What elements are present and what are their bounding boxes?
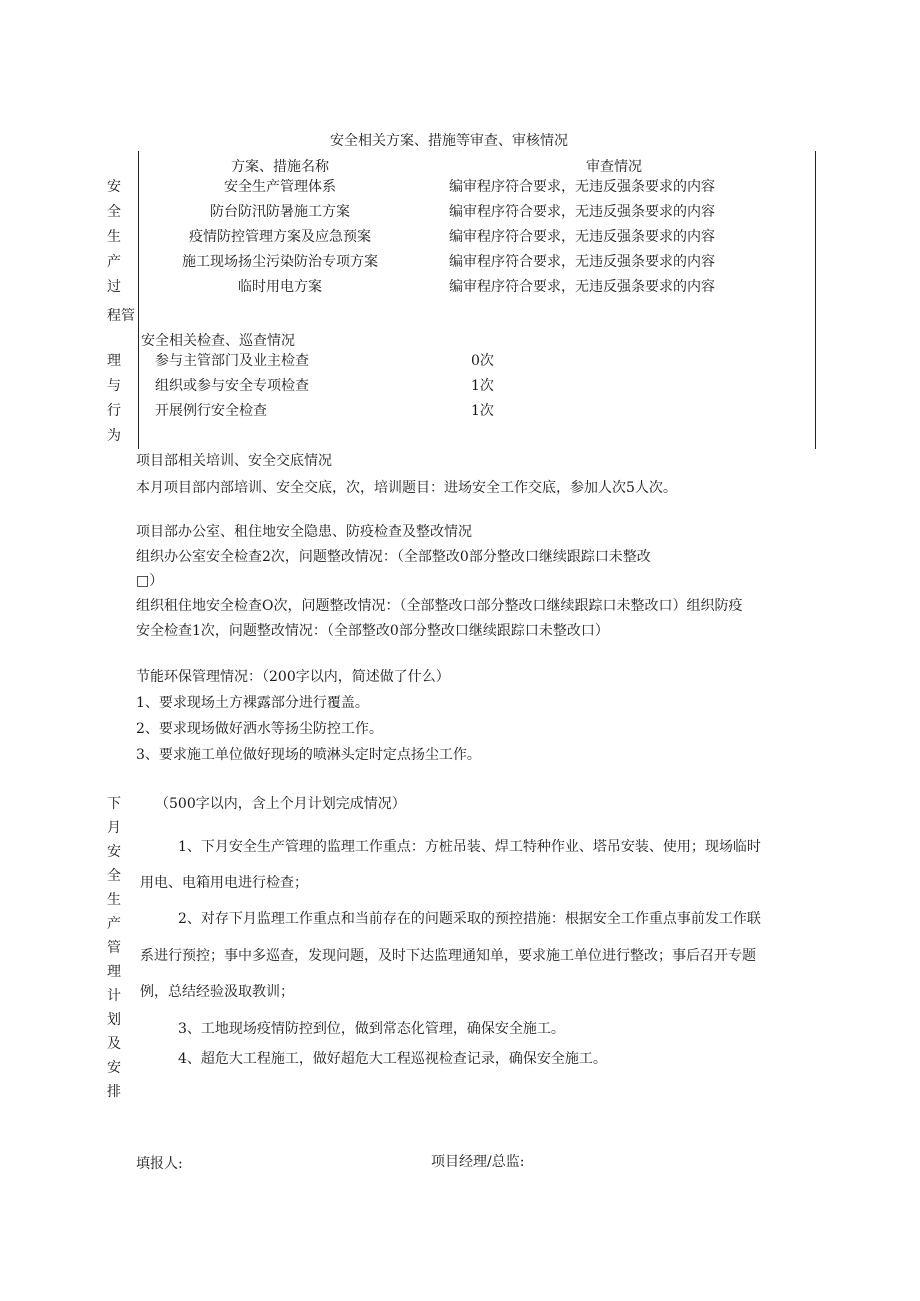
side-label-char: 划 xyxy=(107,1012,121,1028)
review-row-name: 临时用电方案 xyxy=(238,279,322,295)
filler-label: 填报人: xyxy=(136,1156,183,1172)
side-label-char: 安 xyxy=(107,844,121,860)
plan-line: 系进行预控；事中多巡查，发现问题，及时下达监理通知单，要求施工单位进行整改；事后召开专题 xyxy=(140,948,756,964)
plan-line: 1、下月安全生产管理的监理工作重点：方桩吊装、焊工特种作业、塔吊安装、使用；现场临时 xyxy=(178,839,761,855)
plan-line: 2、对存下月监理工作重点和当前存在的问题采取的预控措施：根据安全工作重点事前发工作联 xyxy=(178,911,761,927)
side-label-char: 排 xyxy=(107,1084,121,1100)
side-label-char: 管 xyxy=(107,940,121,956)
table-right-border xyxy=(815,151,816,449)
plan-line: 用电、电箱用电进行检查； xyxy=(140,875,308,891)
review-row-status: 编审程序符合要求，无违反强条要求的内容 xyxy=(449,279,715,295)
review-row-name: 疫情防控管理方案及应急预案 xyxy=(189,229,371,245)
side-label-char: 全 xyxy=(107,204,121,220)
plan-line: 例，总结经验汲取教训； xyxy=(140,984,294,1000)
manager-label: 项目经理/总监: xyxy=(431,1154,525,1170)
side-label-char: 计 xyxy=(107,988,121,1004)
review-col-status: 审查情况 xyxy=(586,159,642,175)
side-label-char: 月 xyxy=(107,820,121,836)
review-row-status: 编审程序符合要求，无违反强条要求的内容 xyxy=(449,179,715,195)
plan-line: 3、工地现场疫情防控到位，做到常态化管理，确保安全施工。 xyxy=(178,1021,565,1037)
inspection-row-label: 组织或参与安全专项检查 xyxy=(155,378,309,394)
review-row-name: 安全生产管理体系 xyxy=(224,179,336,195)
review-row-status: 编审程序符合要求，无违反强条要求的内容 xyxy=(449,229,715,245)
side-label-char: 产 xyxy=(107,254,121,270)
environment-item: 2、要求现场做好洒水等扬尘防控工作。 xyxy=(136,721,383,737)
environment-item: 1、要求现场土方裸露部分进行覆盖。 xyxy=(136,695,369,711)
plan-note: （500字以内，含上个月计划完成情况） xyxy=(155,796,406,812)
training-text: 本月项目部内部培训、安全交底，次，培训题目：进场安全工作交底，参加人次5人次。 xyxy=(136,480,677,496)
side-label-char: 生 xyxy=(107,892,121,908)
side-label-char: 下 xyxy=(107,796,121,812)
review-row-status: 编审程序符合要求，无违反强条要求的内容 xyxy=(449,204,715,220)
environment-title: 节能环保管理情况：（200字以内，简述做了什么） xyxy=(136,669,450,685)
inspection-title: 安全相关检查、巡查情况 xyxy=(141,333,295,349)
side-label-char: 为 xyxy=(107,428,121,444)
side-label-char: 理 xyxy=(107,353,121,369)
side-label-char: 生 xyxy=(107,229,121,245)
office-line: 组织办公室安全检查2次，问题整改情况：（全部整改0部分整改口继续跟踪口未整改 xyxy=(136,549,651,565)
side-label-char: 产 xyxy=(107,916,121,932)
review-col-name: 方案、措施名称 xyxy=(231,159,329,175)
side-label-char: 及 xyxy=(107,1036,121,1052)
side-label-char: 与 xyxy=(107,378,121,394)
table-left-border xyxy=(138,151,139,449)
office-line: 安全检查1次，问题整改情况：（全部整改0部分整改口继续跟踪口未整改口） xyxy=(136,623,609,639)
inspection-row-count: 1次 xyxy=(471,378,494,394)
inspection-row-label: 参与主管部门及业主检查 xyxy=(155,353,309,369)
side-label-char: 过 xyxy=(107,279,121,295)
review-row-name: 防台防汛防暑施工方案 xyxy=(210,204,350,220)
inspection-row-label: 开展例行安全检查 xyxy=(155,403,267,419)
side-label-char: 行 xyxy=(107,403,121,419)
side-label-char: 理 xyxy=(107,964,121,980)
side-label-char: 程管 xyxy=(107,308,135,324)
review-row-status: 编审程序符合要求，无违反强条要求的内容 xyxy=(449,254,715,270)
office-line: 组织租住地安全检查O次，问题整改情况：（全部整改口部分整改口继续跟踪口未整改口）组织防疫 xyxy=(136,598,743,614)
inspection-row-count: 1次 xyxy=(471,403,494,419)
environment-item: 3、要求施工单位做好现场的喷淋头定时定点扬尘工作。 xyxy=(136,747,481,763)
office-title: 项目部办公室、租住地安全隐患、防疫检查及整改情况 xyxy=(136,524,472,540)
review-row-name: 施工现场扬尘污染防治专项方案 xyxy=(182,254,378,270)
inspection-row-count: 0次 xyxy=(471,353,494,369)
office-line: □） xyxy=(136,573,164,589)
review-title: 安全相关方案、措施等审查、审核情况 xyxy=(330,133,568,149)
side-label-char: 全 xyxy=(107,868,121,884)
side-label-char: 安 xyxy=(107,179,121,195)
side-label-char: 安 xyxy=(107,1060,121,1076)
training-title: 项目部相关培训、安全交底情况 xyxy=(136,453,332,469)
plan-line: 4、超危大工程施工，做好超危大工程巡视检查记录，确保安全施工。 xyxy=(178,1051,607,1067)
